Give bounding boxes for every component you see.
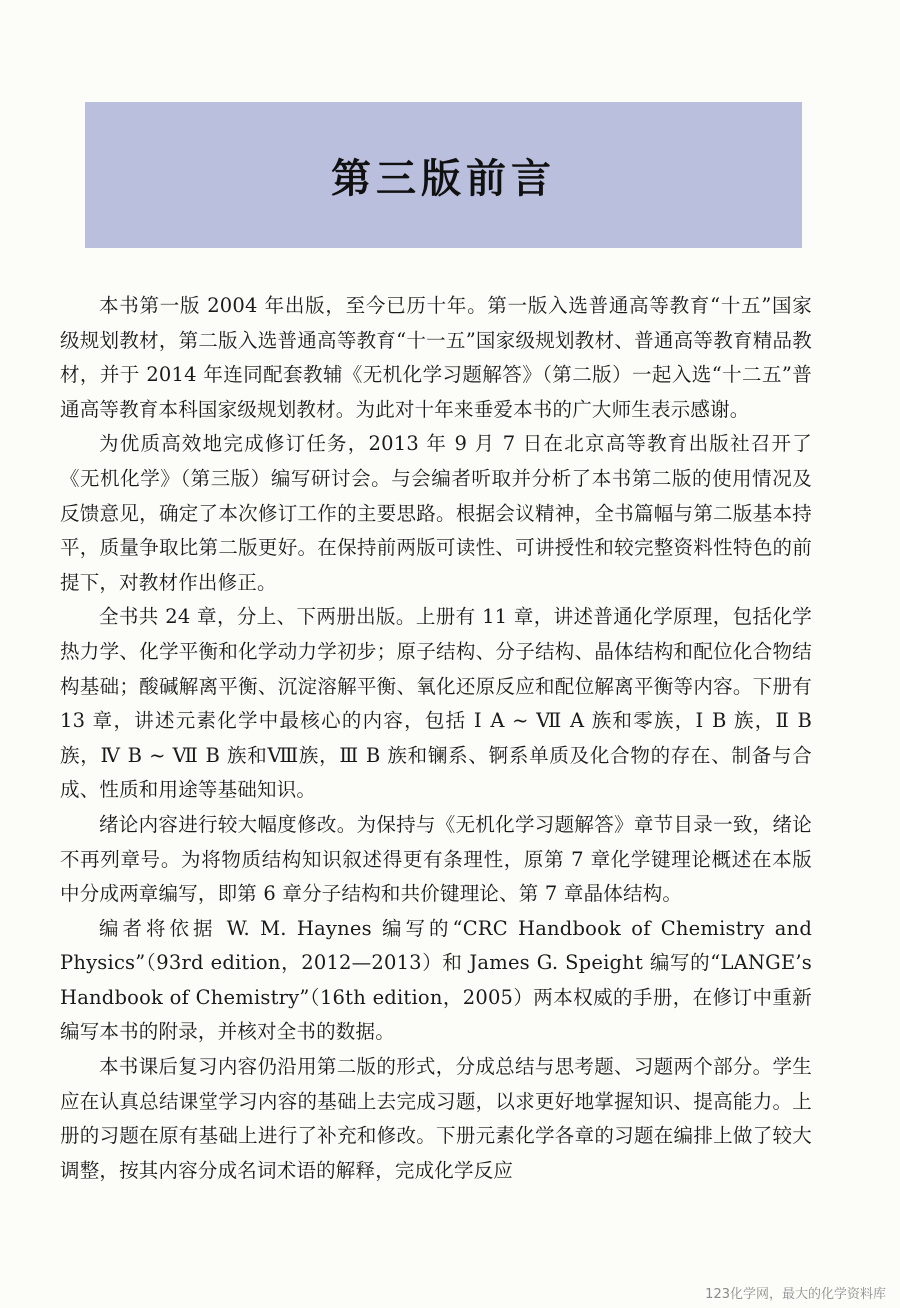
- paragraph: 全书共 24 章，分上、下两册出版。上册有 11 章，讲述普通化学原理，包括化学热力学、化学平衡和化学动力学初步；原子结构、分子结构、晶体结构和配位化合物结构基础；酸碱解离平衡、沉淀溶解平衡、氧化还原反应和配位解离平衡等内容。下册有 13 章，讲述元素化学中最核心的内容，包括 Ⅰ A ~ Ⅶ A 族和零族，Ⅰ B 族，Ⅱ B 族，Ⅳ B ~ Ⅶ B 族和Ⅷ族，Ⅲ B 族和镧系、锕系单质及化合物的存在、制备与合成、性质和用途等基础知识。: [60, 605, 812, 802]
- paragraph: 绪论内容进行较大幅度修改。为保持与《无机化学习题解答》章节目录一致，绪论不再列章号。为将物质结构知识叙述得更有条理性，原第 7 章化学键理论概述在本版中分成两章编写，即第 6 章分子结构和共价键理论、第 7 章晶体结构。: [60, 812, 812, 906]
- page-title: 第三版前言: [331, 155, 556, 202]
- paragraph: 本书第一版 2004 年出版，至今已历十年。第一版入选普通高等教育“十五”国家级规划教材，第二版入选普通高等教育“十一五”国家级规划教材、普通高等教育精品教材，并于 2014 年连同配套教辅《无机化学习题解答》（第二版）一起入选“十二五”普通高等教育本科国家级规划教材。为此对十年来垂爱本书的广大师生表示感谢。: [60, 294, 812, 421]
- paragraph: 本书课后复习内容仍沿用第二版的形式，分成总结与思考题、习题两个部分。学生应在认真总结课堂学习内容的基础上去完成习题，以求更好地掌握知识、提高能力。上册的习题在原有基础上进行了补充和修改。下册元素化学各章的习题在编排上做了较大调整，按其内容分成名词术语的解释，完成化学反应: [60, 1055, 812, 1182]
- paragraph: 为优质高效地完成修订任务，2013 年 9 月 7 日在北京高等教育出版社召开了《无机化学》（第三版）编写研讨会。与会编者听取并分析了本书第二版的使用情况及反馈意见，确定了本次修订工作的主要思路。根据会议精神，全书篇幅与第二版基本持平，质量争取比第二版更好。在保持前两版可读性、可讲授性和较完整资料性特色的前提下，对教材作出修正。: [60, 432, 812, 594]
- body-text: [60, 289, 812, 1188]
- title-banner: [85, 102, 802, 248]
- watermark: 123化学网，最大的化学资料库: [705, 1287, 886, 1302]
- paragraph: 编者将依据 W. M. Haynes 编写的“CRC Handbook of Chemistry and Physics”（93rd edition，2012—2013）和 James G. Speight 编写的“LANGE’s Handbook of Chemistry”（16th edition，2005）两本权威的手册，在修订中重新编写本书的附录，并核对全书的数据。: [60, 916, 812, 1044]
